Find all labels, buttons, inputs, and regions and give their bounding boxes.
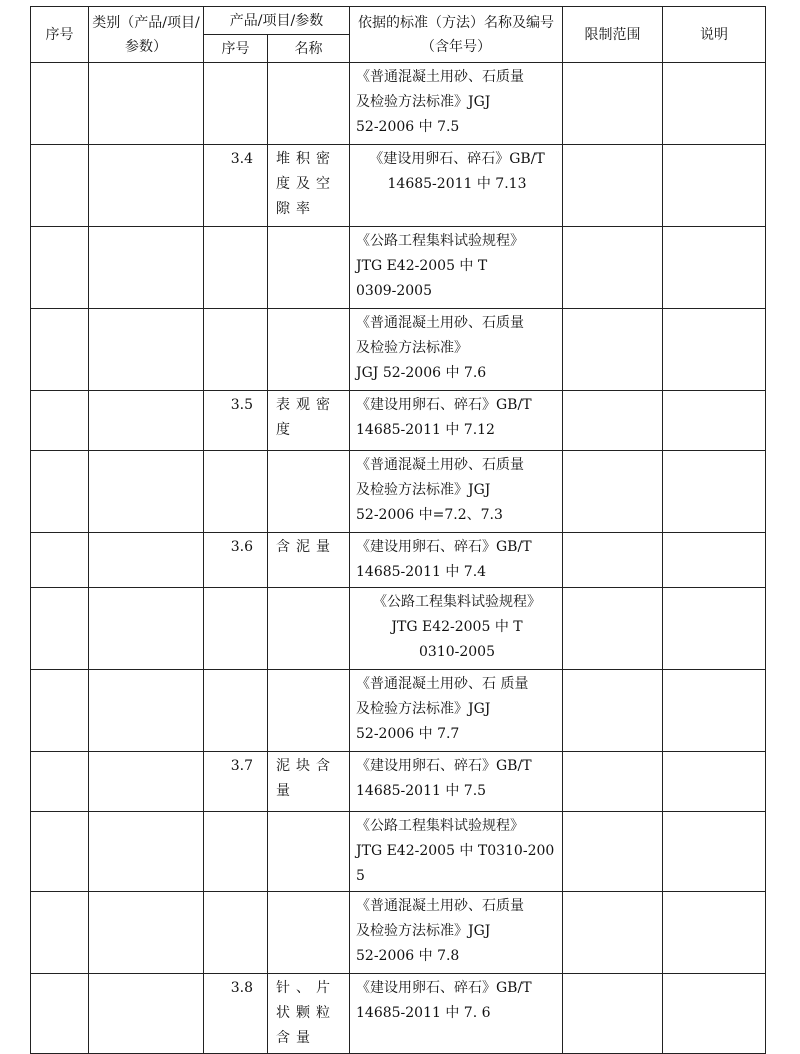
table-row [31, 588, 766, 670]
cell-index [31, 309, 89, 391]
cell-index [31, 974, 89, 1054]
cell-index [31, 892, 89, 974]
standard-line: 14685-2011 中 7.4 [356, 564, 487, 580]
table-body [31, 7, 766, 1054]
header-index: 序号 [31, 7, 89, 63]
cell-sub-name: 堆积密度及空隙率 [268, 145, 350, 227]
cell-index [31, 227, 89, 309]
cell-standard [350, 974, 563, 1054]
table-row [31, 670, 766, 752]
standard-line: 《建设用卵石、碎石》GB/T [356, 397, 532, 413]
table-row [31, 752, 766, 812]
standard-line: 《公路工程集料试验规程》 [373, 594, 541, 610]
cell-standard [350, 63, 563, 145]
cell-note [663, 974, 766, 1054]
cell-category [89, 63, 204, 145]
table-row [31, 227, 766, 309]
cell-sub-index [204, 309, 268, 391]
standard-line: 《建设用卵石、碎石》GB/T [356, 758, 532, 774]
cell-limit [563, 145, 663, 227]
cell-note [663, 309, 766, 391]
cell-note [663, 227, 766, 309]
standards-table [30, 6, 766, 1054]
standard-line: 14685-2011 中 7.5 [356, 783, 487, 799]
standard-line: 《普通混凝土用砂、石质量 [356, 315, 524, 331]
standard-line: 52-2006 中 7.8 [356, 948, 460, 964]
table-row [31, 974, 766, 1054]
cell-standard [350, 588, 563, 670]
cell-standard [350, 533, 563, 588]
standard-line: 0309-2005 [356, 283, 432, 299]
cell-note [663, 451, 766, 533]
cell-sub-index: 3.5 [204, 391, 268, 451]
cell-limit [563, 588, 663, 670]
cell-sub-index [204, 227, 268, 309]
cell-category [89, 309, 204, 391]
cell-index [31, 145, 89, 227]
table-row [31, 451, 766, 533]
cell-note [663, 145, 766, 227]
cell-note [663, 812, 766, 892]
cell-sub-index: 3.6 [204, 533, 268, 588]
cell-sub-name: 含泥量 [268, 533, 350, 588]
cell-standard [350, 391, 563, 451]
cell-sub-name [268, 670, 350, 752]
standard-line: 0310-2005 [419, 644, 495, 660]
header-sub-name: 名称 [268, 35, 350, 63]
cell-note [663, 533, 766, 588]
cell-standard [350, 670, 563, 752]
cell-sub-index: 3.4 [204, 145, 268, 227]
standard-line: 《普通混凝土用砂、石质量 [356, 69, 524, 85]
table-row [31, 812, 766, 892]
cell-standard [350, 309, 563, 391]
standard-line: 及检验方法标准》JGJ [356, 94, 491, 110]
cell-sub-name [268, 227, 350, 309]
cell-category [89, 812, 204, 892]
standard-line: 52-2006 中 7.7 [356, 726, 460, 742]
cell-category [89, 451, 204, 533]
cell-sub-index [204, 892, 268, 974]
header-sub-index: 序号 [204, 35, 268, 63]
standard-line: 《建设用卵石、碎石》GB/T [369, 151, 545, 167]
cell-note [663, 670, 766, 752]
standard-line: 52-2006 中=7.2、7.3 [356, 507, 503, 523]
table-row [31, 892, 766, 974]
cell-sub-name [268, 812, 350, 892]
standard-line: 14685-2011 中 7. 6 [356, 1005, 491, 1021]
standard-line: 14685-2011 中 7.12 [356, 422, 495, 438]
standard-line: 52-2006 中 7.5 [356, 119, 460, 135]
cell-index [31, 63, 89, 145]
cell-sub-index [204, 588, 268, 670]
cell-limit [563, 451, 663, 533]
cell-limit [563, 63, 663, 145]
cell-limit [563, 974, 663, 1054]
cell-index [31, 588, 89, 670]
cell-index [31, 812, 89, 892]
cell-standard [350, 145, 563, 227]
cell-sub-name [268, 892, 350, 974]
cell-limit [563, 670, 663, 752]
table-row [31, 63, 766, 145]
standard-line: JTG E42-2005 中 T [391, 619, 523, 635]
standard-line: 及检验方法标准》JGJ [356, 923, 491, 939]
cell-sub-index: 3.7 [204, 752, 268, 812]
cell-category [89, 145, 204, 227]
cell-standard [350, 451, 563, 533]
header-standard: 依据的标准（方法）名称及编号（含年号） [350, 7, 563, 63]
standard-line: 《建设用卵石、碎石》GB/T [356, 539, 532, 555]
cell-standard [350, 227, 563, 309]
cell-note [663, 588, 766, 670]
cell-category [89, 670, 204, 752]
standard-line: JTG E42-2005 中 T [356, 258, 488, 274]
standard-line: 及检验方法标准》JGJ [356, 482, 491, 498]
cell-sub-index [204, 670, 268, 752]
cell-limit [563, 309, 663, 391]
cell-sub-name [268, 63, 350, 145]
cell-standard [350, 752, 563, 812]
cell-index [31, 670, 89, 752]
table-row [31, 533, 766, 588]
cell-sub-index: 3.8 [204, 974, 268, 1054]
cell-sub-name [268, 309, 350, 391]
standard-line: 及检验方法标准》JGJ [356, 701, 491, 717]
header-row-1 [31, 7, 766, 35]
cell-category [89, 892, 204, 974]
table-row [31, 309, 766, 391]
cell-standard [350, 812, 563, 892]
cell-limit [563, 533, 663, 588]
standard-line: 《普通混凝土用砂、石质量 [356, 898, 524, 914]
cell-sub-name: 表观密度 [268, 391, 350, 451]
cell-limit [563, 812, 663, 892]
cell-sub-index [204, 63, 268, 145]
cell-limit [563, 391, 663, 451]
cell-sub-index [204, 812, 268, 892]
cell-note [663, 752, 766, 812]
cell-limit [563, 752, 663, 812]
cell-sub-name [268, 451, 350, 533]
cell-category [89, 391, 204, 451]
table-row [31, 391, 766, 451]
cell-category [89, 588, 204, 670]
standard-line: 《公路工程集料试验规程》 [356, 818, 524, 834]
standard-line: 《普通混凝土用砂、石 质量 [356, 676, 529, 692]
cell-category [89, 533, 204, 588]
cell-sub-index [204, 451, 268, 533]
table-row [31, 145, 766, 227]
header-group: 产品/项目/参数 [204, 7, 350, 35]
header-note: 说明 [663, 7, 766, 63]
cell-category [89, 227, 204, 309]
standard-line: JTG E42-2005 中 T0310-2005 [356, 843, 555, 884]
cell-index [31, 451, 89, 533]
cell-note [663, 391, 766, 451]
cell-limit [563, 227, 663, 309]
standard-line: 《建设用卵石、碎石》GB/T [356, 980, 532, 996]
standard-line: 《普通混凝土用砂、石质量 [356, 457, 524, 473]
cell-standard [350, 892, 563, 974]
standard-line: JGJ 52-2006 中 7.6 [356, 365, 487, 381]
standard-line: 14685-2011 中 7.13 [387, 176, 527, 192]
cell-sub-name [268, 588, 350, 670]
cell-limit [563, 892, 663, 974]
cell-index [31, 752, 89, 812]
header-limit: 限制范围 [563, 7, 663, 63]
cell-note [663, 892, 766, 974]
cell-sub-name: 泥块含量 [268, 752, 350, 812]
cell-category [89, 974, 204, 1054]
cell-index [31, 391, 89, 451]
header-category: 类别（产品/项目/参数） [89, 7, 204, 63]
standard-line: 《公路工程集料试验规程》 [356, 233, 524, 249]
cell-note [663, 63, 766, 145]
cell-category [89, 752, 204, 812]
cell-sub-name: 针、片状颗粒含量 [268, 974, 350, 1054]
cell-index [31, 533, 89, 588]
standard-line: 及检验方法标准》 [356, 340, 468, 356]
